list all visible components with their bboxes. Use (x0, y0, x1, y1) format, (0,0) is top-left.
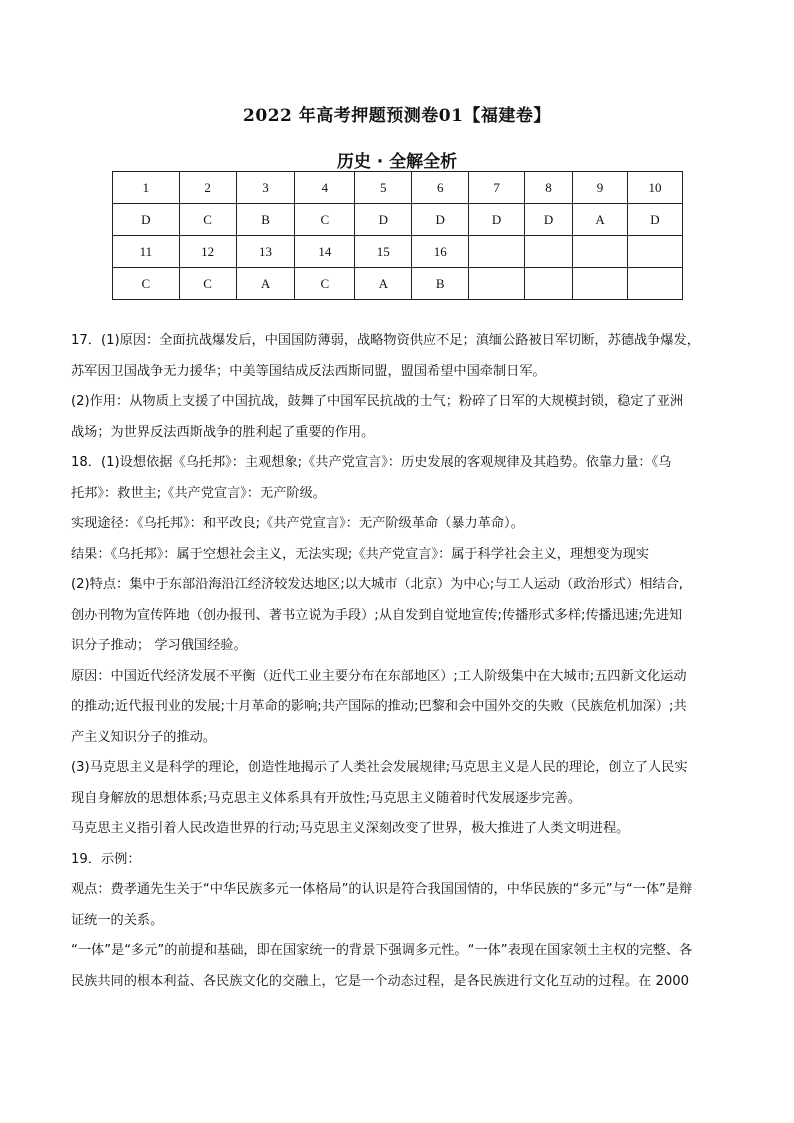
table-cell: 12 (179, 236, 236, 268)
table-cell (627, 268, 682, 300)
table-cell: 13 (236, 236, 295, 268)
table-cell: C (295, 204, 355, 236)
table-row (113, 204, 683, 236)
table-cell: 8 (525, 172, 573, 204)
table-cell: 2 (179, 172, 236, 204)
text-line: 实现途径：《乌托邦》：和平改良;《共产党宣言》：无产阶级革命（暴力革命）。 (71, 516, 524, 531)
table-cell: B (236, 204, 295, 236)
table-cell: 9 (573, 172, 628, 204)
text-line: 产主义知识分子的推动。 (71, 729, 217, 745)
table-cell: B (412, 268, 469, 300)
table-cell: C (179, 204, 236, 236)
table-cell: A (573, 204, 628, 236)
text-line: 民族共同的根本利益、各民族文化的交融上，它是一个动态过程，是各民族进行文化互动的过程。在 2000 (71, 973, 689, 989)
text-line: 战场；为世界反法西斯战争的胜利起了重要的作用。 (71, 424, 375, 440)
text-line: 19．示例： (71, 851, 141, 867)
table-cell: 6 (412, 172, 469, 204)
table-cell: A (236, 268, 295, 300)
text-line: 结果：《乌托邦》：属于空想社会主义，无法实现;《共产党宣言》：属于科学社会主义，理想变为现实 (71, 546, 650, 562)
table-cell: 3 (236, 172, 295, 204)
table-cell: C (179, 268, 236, 300)
table-row (113, 172, 683, 204)
table-cell: 7 (469, 172, 525, 204)
table-cell: 15 (355, 236, 412, 268)
text-line: (2)作用：从物质上支援了中国抗战，鼓舞了中国军民抗战的士气；粉碎了日军的大规模封锁，稳定了亚洲 (71, 394, 684, 409)
table-cell: D (355, 204, 412, 236)
text-line: 17．(1)原因：全面抗战爆发后，中国国防薄弱，战略物资供应不足；滇缅公路被日军切断，苏德战争爆发， (71, 333, 700, 348)
text-line: 创办刊物为宣传阵地（创办报刊、著书立说为手段）;从自发到自觉地宣传;传播形式多样;传播迅速;先进知 (71, 607, 683, 623)
page-subtitle: 历史 · 全解全析 (336, 152, 458, 172)
text-line: 的推动;近代报刊业的发展;十月革命的影响;共产国际的推动;巴黎和会中国外交的失败（民族危机加深）;共 (71, 699, 687, 714)
table-cell: D (113, 204, 180, 236)
table-cell: 16 (412, 236, 469, 268)
table-cell: C (295, 268, 355, 300)
table-cell (469, 268, 525, 300)
answer-table (112, 171, 683, 300)
table-cell: A (355, 268, 412, 300)
table-cell: 5 (355, 172, 412, 204)
text-line: “一体”是“多元”的前提和基础，即在国家统一的背景下强调多元性。“一体”表现在国家领土主权的完整、各 (71, 943, 693, 958)
text-line: (3)马克思主义是科学的理论，创造性地揭示了人类社会发展规律;马克思主义是人民的理论，创立了人民实 (71, 760, 688, 775)
table-cell: 1 (113, 172, 180, 204)
table-cell (469, 236, 525, 268)
text-line: 原因：中国近代经济发展不平衡（近代工业主要分布在东部地区）;工人阶级集中在大城市;五四新文化运动 (71, 668, 687, 684)
table-cell (573, 268, 628, 300)
table-cell (573, 236, 628, 268)
answer-explanations (71, 326, 725, 997)
text-line: 苏军因卫国战争无力援华；中美等国结成反法西斯同盟，盟国希望中国牵制日军。 (71, 363, 546, 379)
table-cell: 10 (627, 172, 682, 204)
page-title: 2022 年高考押题预测卷01【福建卷】 (243, 106, 551, 126)
table-cell: 14 (295, 236, 355, 268)
table-cell (525, 236, 573, 268)
table-cell: D (469, 204, 525, 236)
table-cell: C (113, 268, 180, 300)
text-line: 识分子推动； 学习俄国经验。 (71, 638, 247, 653)
text-line: (2)特点：集中于东部沿海沿江经济较发达地区;以大城市（北京）为中心;与工人运动（政治形式）相结合, (71, 577, 684, 592)
text-line: 18．(1)设想依据《乌托邦》：主观想象;《共产党宣言》：历史发展的客观规律及其趋势。依靠力量：《乌 (71, 455, 672, 470)
text-line: 证统一的关系。 (71, 912, 164, 928)
table-cell (525, 268, 573, 300)
table-cell: D (627, 204, 682, 236)
table-row (113, 268, 683, 300)
text-line: 观点：费孝通先生关于“中华民族多元一体格局”的认识是符合我国国情的，中华民族的“多元”与“一体”是辩 (71, 882, 693, 897)
table-cell: 11 (113, 236, 180, 268)
text-line: 现自身解放的思想体系;马克思主义体系具有开放性;马克思主义随着时代发展逐步完善。 (71, 790, 582, 806)
table-cell: D (525, 204, 573, 236)
table-cell (627, 236, 682, 268)
table-cell: D (412, 204, 469, 236)
text-line: 托邦》：救世主;《共产党宣言》：无产阶级。 (71, 485, 326, 501)
table-cell: 4 (295, 172, 355, 204)
table-row (113, 236, 683, 268)
text-line: 马克思主义指引着人民改造世界的行动;马克思主义深刻改变了世界，极大推进了人类文明进程。 (71, 821, 630, 836)
